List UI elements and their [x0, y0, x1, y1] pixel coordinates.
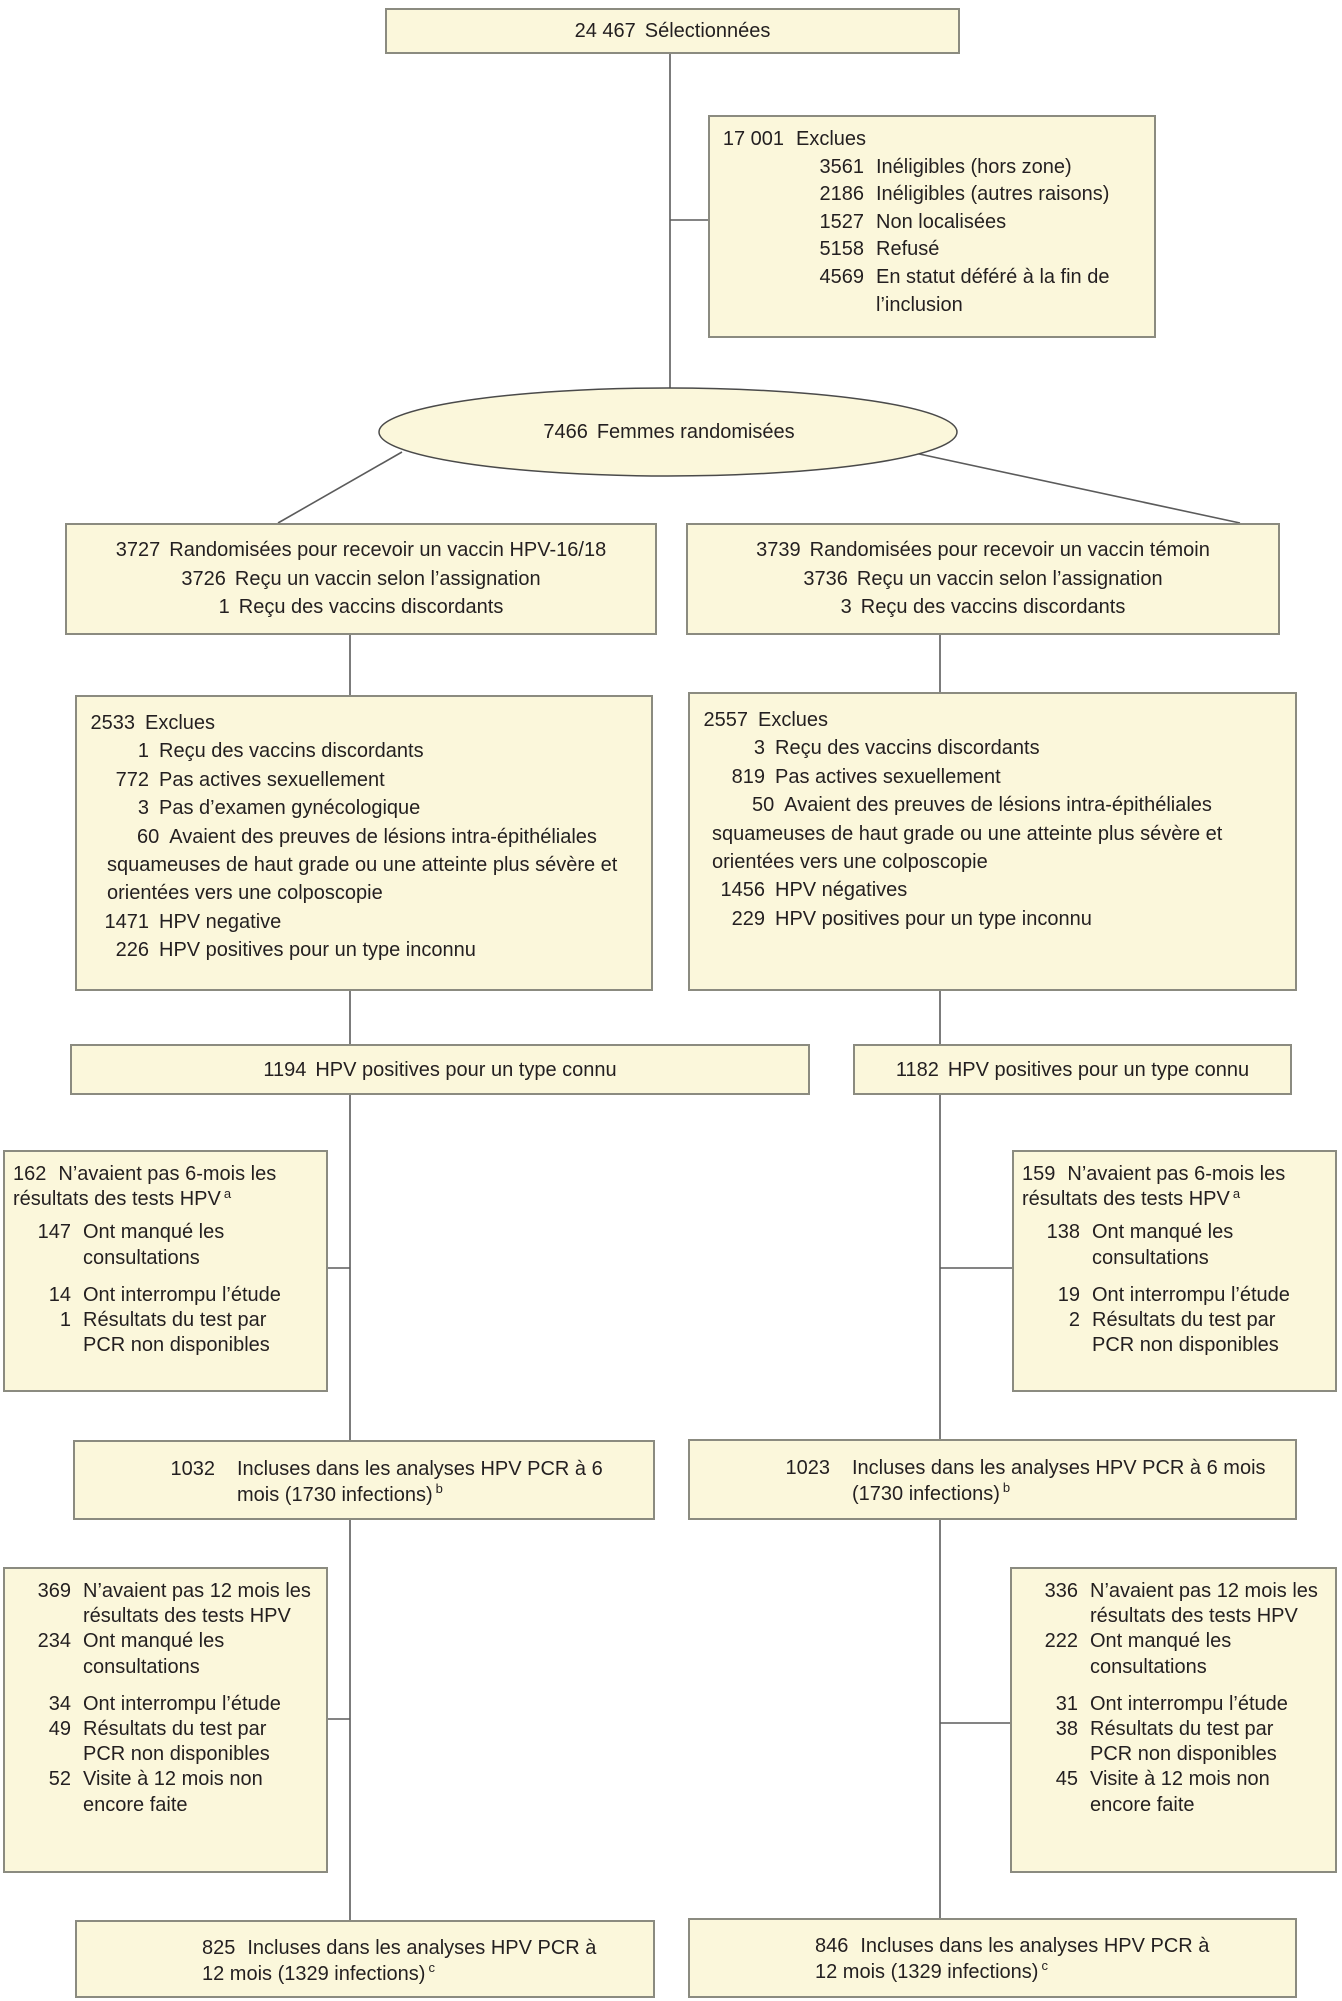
list-item: 819 Pas actives sexuellement	[731, 765, 1001, 788]
box-missing6-control	[1012, 1150, 1337, 1392]
list-item: 234 Ont manqué les consultations	[37, 1630, 225, 1678]
list-item: 1471 HPV negative	[104, 910, 282, 933]
list-item: 5158 Refusé	[819, 238, 940, 261]
box-analysis6-vaccine: 1032 Incluses dans les analyses HPV PCR à 6 mois (1730 infections) $^b$	[73, 1440, 655, 1520]
list-item: 49 Résultats du test par PCR non disponibles	[48, 1717, 270, 1766]
box-selected	[385, 8, 960, 54]
box-missing12-control	[1010, 1567, 1337, 1873]
box-arm-control	[686, 523, 1280, 635]
list-item: 50 Avaient des preuves de lésions intra-épithéliales squameuses de haut grade ou une atteinte plus sévère et orientées vers une colposcopie	[712, 794, 1223, 873]
list-item: 2186 Inéligibles (autres raisons)	[819, 183, 1110, 206]
list-item: 138 Ont manqué les consultations	[1046, 1221, 1234, 1269]
connector-diagonal-left	[278, 452, 402, 523]
box-excluded-control	[688, 692, 1297, 991]
arm-line: 3739 Randomisées pour recevoir un vaccin témoin	[756, 539, 1210, 562]
excluded-vaccine-main: 2533 Exclues	[89, 709, 639, 737]
box-arm-hpv-vaccine	[65, 523, 657, 635]
arm-line: 3 Reçu des vaccins discordants	[840, 596, 1126, 619]
screen-excluded-count: 17 001	[722, 128, 784, 150]
list-item: 222 Ont manqué les consultations	[1044, 1630, 1232, 1678]
footnote-b: b	[435, 1481, 443, 1497]
excluded-control-main: 2557 Exclues	[702, 706, 1283, 734]
list-item: 1527 Non localisées	[819, 210, 1007, 233]
list-item: 1456 HPV négatives	[720, 879, 908, 902]
list-item: 52 Visite à 12 mois non encore faite	[48, 1768, 263, 1816]
list-item: 34 Ont interrompu l’étude	[48, 1692, 281, 1715]
analysis6-control-count: 1023	[785, 1457, 830, 1479]
screen-excluded-main	[722, 126, 1142, 154]
connector-diagonal-right	[910, 452, 1240, 523]
box-analysis6-control: 1023 Incluses dans les analyses HPV PCR à 6 mois (1730 infections) $^b$	[688, 1439, 1297, 1520]
arm-line: 3736 Reçu un vaccin selon l’assignation	[803, 567, 1163, 590]
list-item: 229 HPV positives pour un type inconnu	[731, 907, 1092, 930]
box-positives-control: 1182 HPV positives pour un type connu	[853, 1044, 1292, 1095]
list-item: 38 Résultats du test par PCR non disponibles	[1055, 1717, 1277, 1766]
list-item: 147 Ont manqué les consultations	[37, 1221, 225, 1269]
list-item: 1 Résultats du test par PCR non disponibles	[59, 1308, 270, 1357]
box-screen-excluded	[708, 115, 1156, 338]
list-item: 14 Ont interrompu l’étude	[48, 1283, 281, 1306]
list-item: 3561 Inéligibles (hors zone)	[819, 155, 1072, 178]
selected-label: Sélectionnées	[644, 20, 771, 42]
randomized-label: Femmes randomisées	[596, 421, 795, 443]
missing6-vaccine-intro: 162 N’avaient pas 6-mois les résultats des tests HPV $^a$	[13, 1163, 277, 1211]
list-item: 3 Reçu des vaccins discordants	[753, 737, 1040, 760]
box-excluded-vaccine	[75, 695, 653, 991]
analysis6-vaccine-count: 1032	[170, 1458, 215, 1480]
box-missing6-vaccine	[3, 1150, 328, 1392]
analysis12-control-count: 846	[815, 1935, 849, 1957]
screen-excluded-label: Exclues	[796, 128, 867, 150]
list-item: 4569 En statut déféré à la fin de l’inclusion	[819, 265, 1110, 316]
excluded-vaccine-count: 2533	[90, 712, 135, 734]
footnote-c: c	[428, 1960, 435, 1976]
list-item: 60 Avaient des preuves de lésions intra-épithéliales squameuses de haut grade ou une atteinte plus sévère et orientées vers une colposcopie	[107, 825, 618, 905]
box-analysis12-vaccine: 825 Incluses dans les analyses HPV PCR à 12 mois (1329 infections) $^c$	[75, 1920, 655, 1998]
excluded-control-count: 2557	[703, 709, 748, 731]
missing12-vaccine-intro: 369 N’avaient pas 12 mois les résultats des tests HPV	[37, 1580, 311, 1628]
randomized-text	[380, 416, 958, 448]
arm-line: 3726 Reçu un vaccin selon l’assignation	[181, 567, 541, 590]
box-positives-vaccine: 1194 HPV positives pour un type connu	[70, 1044, 810, 1095]
footnote-b: b	[1002, 1480, 1011, 1496]
analysis12-vaccine-count: 825	[202, 1937, 236, 1959]
missing6-control-intro: 159 N’avaient pas 6-mois les résultats des tests HPV $^a$	[1022, 1163, 1286, 1211]
box-analysis12-control: 846 Incluses dans les analyses HPV PCR à 12 mois (1329 infections) $^c$	[688, 1918, 1297, 1998]
missing12-control-intro: 336 N’avaient pas 12 mois les résultats des tests HPV	[1044, 1580, 1318, 1628]
list-item: 45 Visite à 12 mois non encore faite	[1055, 1768, 1270, 1816]
randomized-count: 7466	[543, 421, 588, 443]
list-item: 772 Pas actives sexuellement	[115, 768, 385, 791]
list-item: 226 HPV positives pour un type inconnu	[115, 939, 476, 962]
list-item: 2 Résultats du test par PCR non disponibles	[1068, 1308, 1279, 1357]
box-missing12-vaccine	[3, 1567, 328, 1873]
footnote-a: a	[223, 1185, 232, 1201]
positives-vaccine-count: 1194	[263, 1058, 307, 1081]
list-item: 31 Ont interrompu l’étude	[1055, 1692, 1288, 1715]
arm-line: 1 Reçu des vaccins discordants	[218, 596, 504, 619]
list-item: 3 Pas d’examen gynécologique	[137, 797, 421, 820]
selected-count: 24 467	[574, 20, 636, 42]
selected-text	[575, 18, 771, 44]
arm-line: 3727 Randomisées pour recevoir un vaccin HPV-16/18	[115, 539, 607, 562]
positives-control-count: 1182	[895, 1058, 939, 1081]
footnote-a: a	[1232, 1185, 1241, 1201]
list-item: 1 Reçu des vaccins discordants	[137, 740, 424, 763]
footnote-c: c	[1041, 1958, 1048, 1974]
list-item: 19 Ont interrompu l’étude	[1057, 1283, 1290, 1306]
